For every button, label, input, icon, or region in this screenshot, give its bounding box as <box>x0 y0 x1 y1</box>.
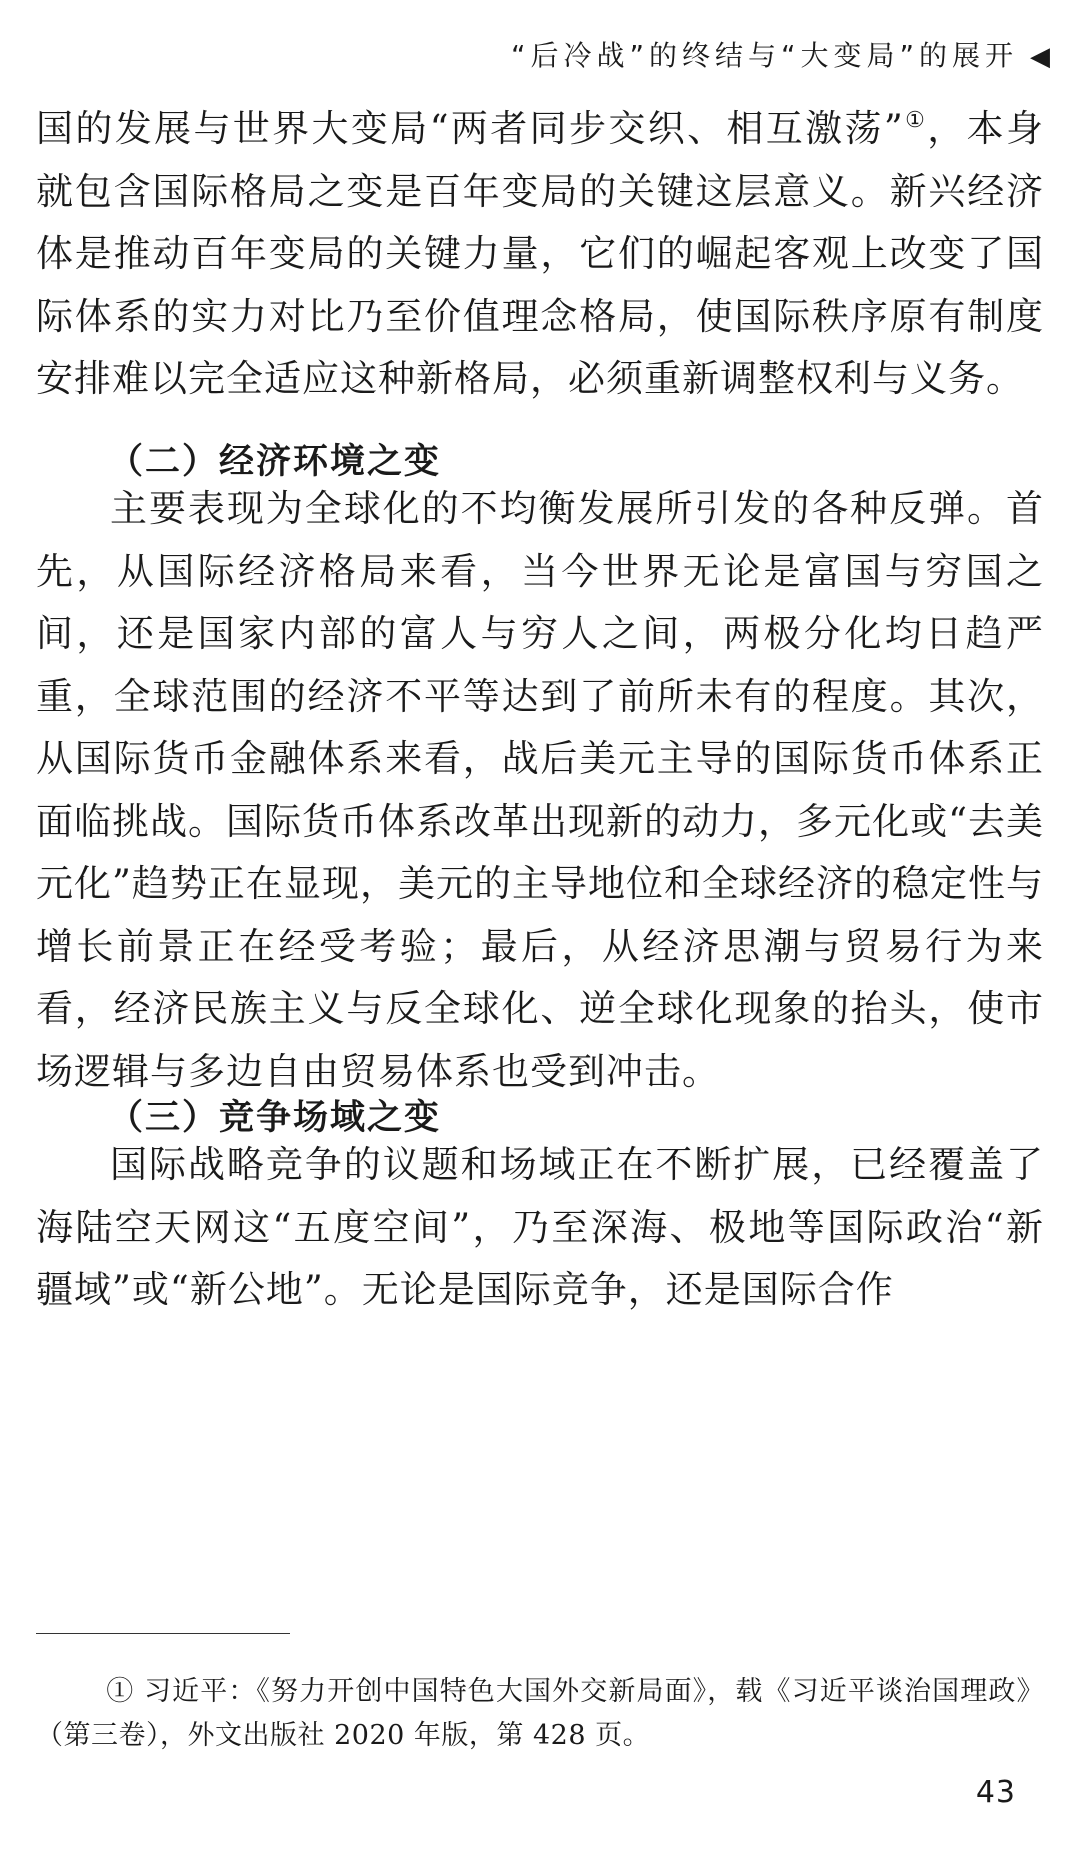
running-title: “后冷战”的终结与“大变局”的展开 <box>510 39 1018 72</box>
paragraph-economic: 主要表现为全球化的不均衡发展所引发的各种反弹。首先，从国际经济格局来看，当今世界无论是富国与穷国之间，还是国家内部的富人与穷人之间，两极分化均日趋严重，全球范围的经济不平等达到了前所未有的程度。其次，从国际货币金融体系来看，战后美元主导的国际货币体系正面临挑战。国际货币体系改革出现新的动力，多元化或“去美元化”趋势正在显现，美元的主导地位和全球经济的稳定性与增长前景正在经受考验；最后，从经济思潮与贸易行为来看，经济民族主义与反全球化、逆全球化现象的抬头，使市场逻辑与多边自由贸易体系也受到冲击。 <box>36 487 1044 1093</box>
paragraph-competition: 国际战略竞争的议题和场域正在不断扩展，已经覆盖了海陆空天网这“五度空间”，乃至深海、极地等国际政治“新疆域”或“新公地”。无论是国际竞争，还是国际合作 <box>36 1143 1044 1311</box>
footnote <box>36 1670 1044 1758</box>
section-heading-economic: （二）经济环境之变 <box>108 442 442 482</box>
paragraph-text: 国的发展与世界大变局“两者同步交织、相互激荡” <box>36 107 904 150</box>
left-arrow-icon: ◀ <box>1030 42 1050 72</box>
page-number: 43 <box>975 1775 1016 1810</box>
paragraph-continued <box>36 98 1044 411</box>
footnote-marker: ① <box>106 1676 135 1707</box>
running-header <box>511 34 1050 74</box>
footnote-text: 习近平：《努力开创中国特色大国外交新局面》，载《习近平谈治国理政》（第三卷），外文出版社 2020 年版，第 428 页。 <box>36 1676 1044 1751</box>
footnote-divider <box>36 1633 290 1634</box>
section-heading-competition: （三）竞争场域之变 <box>108 1098 442 1138</box>
paragraph-text-after: ，本身就包含国际格局之变是百年变局的关键这层意义。新兴经济体是推动百年变局的关键力量，它们的崛起客观上改变了国际体系的实力对比乃至价值理念格局，使国际秩序原有制度安排难以完全适应这种新格局，必须重新调整权利与义务。 <box>36 107 1044 400</box>
footnote-reference: ① <box>903 108 928 133</box>
